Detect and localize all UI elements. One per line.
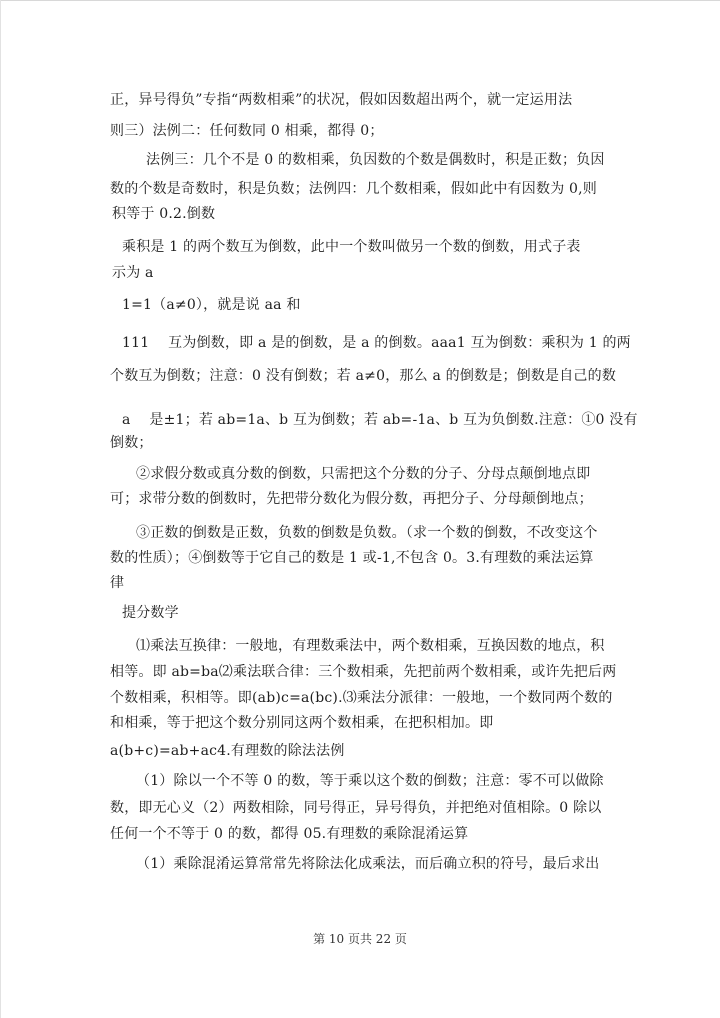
text-line-5: 积等于 0.2.倒数	[112, 206, 216, 222]
text-line-20: 相等。即 ab=ba⑵乘法联合律：三个数相乘，先把前两个数相乘，或许先把后两	[110, 664, 617, 680]
text-line-8: 1=1（a≠0），就是说 aa 和	[122, 297, 301, 313]
text-line-9: 111 互为倒数，即 a 是的倒数，是 a 的倒数。aaa1 互为倒数：乘积为 1 的两	[122, 335, 631, 351]
text-line-4: 数的个数是奇数时，积是负数；法例四：几个数相乘，假如此中有因数为 0,则	[110, 181, 598, 197]
text-line-18: 提分数学	[122, 605, 179, 621]
text-line-12: 倒数；	[110, 435, 153, 451]
text-line-13: ②求假分数或真分数的倒数，只需把这个分数的分子、分母点颠倒地点即	[136, 466, 591, 482]
text-line-7: 示为 a	[112, 265, 154, 281]
text-line-10: 个数互为倒数；注意：0 没有倒数；若 a≠0，那么 a 的倒数是；倒数是自己的数	[110, 368, 617, 384]
text-line-19: ⑴乘法互换律：一般地，有理数乘法中，两个数相乘，互换因数的地点，积	[136, 638, 605, 654]
text-line-14: 可；求带分数的倒数时，先把带分数化为假分数，再把分子、分母颠倒地点；	[110, 491, 593, 507]
text-line-17: 律	[110, 575, 125, 591]
text-line-27: （1）乘除混淆运算常常先将除法化成乘法，而后确立积的符号，最后求出	[136, 856, 600, 872]
text-line-23: a(b+c)=ab+ac4.有理数的除法法例	[110, 743, 345, 759]
text-line-16: 数的性质）；④倒数等于它自己的数是 1 或-1,不包含 0。3.有理数的乘法运算	[110, 550, 594, 566]
text-line-15: ③正数的倒数是正数，负数的倒数是负数。（求一个数的倒数，不改变这个	[136, 525, 598, 541]
text-line-1: 正，异号得负”专指“两数相乘”的状况，假如因数超出两个，就一定运用法	[110, 92, 573, 108]
text-line-11: a 是±1；若 ab=1a、b 互为倒数；若 ab=-1a、b 互为负倒数.注意：①0 没有	[122, 412, 638, 428]
text-line-24: （1）除以一个不等 0 的数，等于乘以这个数的倒数；注意：零不可以做除	[136, 773, 604, 789]
text-line-22: 和相乘，等于把这个数分别同这两个数相乘，在把积相加。即	[110, 715, 494, 731]
text-line-25: 数，即无心义（2）两数相除，同号得正，异号得负，并把绝对值相除。0 除以	[110, 800, 602, 816]
text-line-3: 法例三：几个不是 0 的数相乘，负因数的个数是偶数时，积是正数；负因	[146, 152, 605, 168]
text-line-2: 则三）法例二：任何数同 0 相乘，都得 0；	[110, 123, 384, 139]
page-number-footer: 第 10 页共 22 页	[313, 932, 407, 946]
text-line-21: 个数相乘，积相等。即(ab)c=a(bc).⑶乘法分派律：一般地，一个数同两个数的	[110, 690, 613, 706]
text-line-6: 乘积是 1 的两个数互为倒数，此中一个数叫做另一个数的倒数，用式子表	[122, 239, 581, 255]
text-line-26: 任何一个不等于 0 的数，都得 05.有理数的乘除混淆运算	[110, 826, 469, 842]
